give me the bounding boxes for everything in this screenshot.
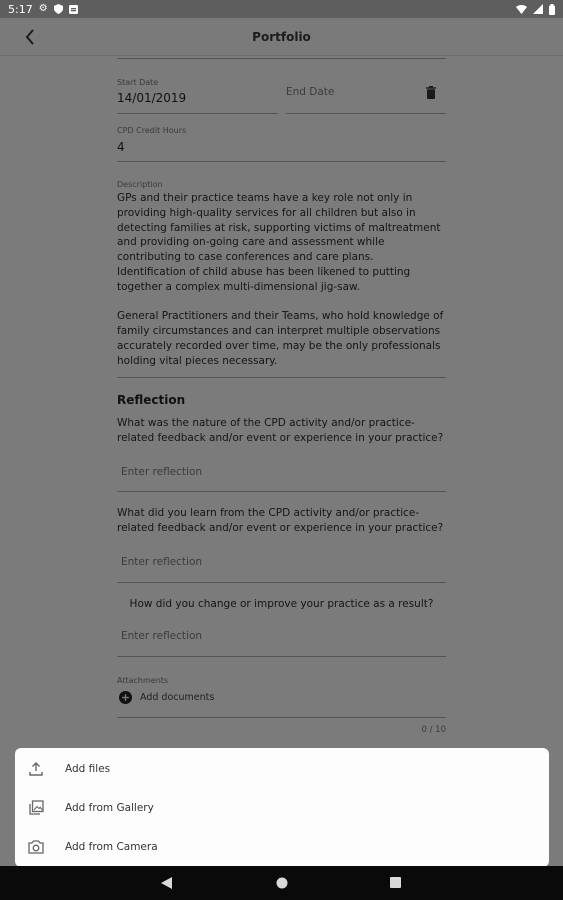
reflection-placeholder: Enter reflection	[121, 556, 203, 568]
question-line: related feedback and/or event or experience in your practice?	[117, 521, 444, 534]
description-line: General Practitioners and their Teams, who hold knowledge of	[117, 310, 444, 323]
attachments-label: Attachments	[117, 676, 169, 685]
description-line: contributing to case conferences and care plans.	[117, 251, 374, 264]
shield-status-icon	[54, 4, 63, 14]
add-from-camera-label: Add from Camera	[65, 840, 158, 853]
description-line: detecting families at risk, supporting victims of maltreatment	[117, 221, 441, 234]
cpd-hours-field[interactable]	[117, 126, 446, 162]
attachments-field	[117, 676, 446, 718]
reflection-input-1[interactable]	[117, 458, 446, 492]
reflection-question-3	[117, 597, 446, 612]
question-line: How did you change or improve your practice as a result?	[129, 598, 434, 610]
add-circle-icon	[119, 691, 132, 704]
attachments-counter: 0 / 10	[421, 725, 446, 735]
add-documents-label: Add documents	[140, 692, 215, 703]
description-line: GPs and their practice teams have a key role not only in	[117, 192, 413, 204]
reflection-input-3[interactable]	[117, 622, 446, 657]
nav-recents-icon[interactable]	[390, 877, 401, 888]
nav-back-icon[interactable]	[161, 877, 172, 889]
notification-status-icon	[69, 5, 78, 14]
add-from-gallery-label: Add from Gallery	[65, 801, 154, 814]
page-title: Portfolio	[252, 29, 311, 44]
battery-icon	[549, 4, 555, 15]
end-date-field[interactable]	[286, 78, 446, 114]
description-line: holding vital pieces necessary.	[117, 354, 278, 367]
cpd-hours-label: CPD Credit Hours	[117, 126, 187, 135]
add-files-option[interactable]	[15, 749, 549, 788]
question-line: What was the nature of the CPD activity and/or practice-	[117, 417, 415, 429]
back-button[interactable]	[18, 25, 42, 49]
add-files-label: Add files	[65, 762, 111, 775]
app-bar	[0, 18, 563, 56]
system-nav-bar	[0, 866, 563, 900]
start-date-field[interactable]	[117, 78, 278, 114]
add-from-camera-option[interactable]	[15, 827, 549, 866]
description-label: Description	[117, 180, 163, 189]
reflection-input-2[interactable]	[117, 549, 446, 583]
description-line: accurately recorded over time, may be the only professionals	[117, 339, 441, 352]
delete-icon[interactable]	[426, 86, 436, 99]
gallery-icon	[27, 799, 45, 817]
description-line: together a complex multi-dimensional jig-saw.	[117, 280, 361, 293]
reflection-placeholder: Enter reflection	[121, 630, 203, 642]
signal-icon	[533, 4, 543, 14]
status-time: 5:17	[8, 2, 33, 16]
reflection-placeholder: Enter reflection	[121, 466, 203, 478]
description-line: and providing on-going care and assessment while	[117, 236, 385, 249]
status-bar	[0, 0, 563, 18]
settings-status-icon: ⚙	[38, 3, 48, 14]
question-line: related feedback and/or event or experience in your practice?	[117, 431, 444, 444]
description-line: family circumstances and can interpret multiple observations	[117, 325, 441, 338]
start-date-label: Start Date	[117, 78, 159, 87]
question-line: What did you learn from the CPD activity and/or practice-	[117, 507, 420, 519]
portfolio-form	[0, 56, 563, 866]
nav-home-icon[interactable]	[276, 877, 288, 889]
description-blank-line	[117, 295, 446, 310]
add-attachment-sheet	[15, 748, 549, 867]
reflection-question-2	[117, 506, 457, 536]
previous-field-underline	[117, 56, 446, 59]
wifi-icon	[516, 5, 527, 14]
description-line: providing high-quality services for all children but also in	[117, 206, 416, 219]
add-from-gallery-option[interactable]	[15, 788, 549, 827]
arrow-back-icon	[25, 29, 35, 45]
cpd-hours-value: 4	[117, 140, 125, 154]
add-documents-button[interactable]	[119, 691, 214, 704]
description-field[interactable]	[117, 180, 446, 378]
start-date-value: 14/01/2019	[117, 91, 187, 105]
camera-icon	[27, 838, 45, 856]
reflection-question-1	[117, 416, 457, 446]
end-date-placeholder: End Date	[286, 86, 335, 98]
upload-icon	[27, 760, 45, 778]
description-text	[117, 191, 446, 369]
reflection-title: Reflection	[117, 393, 186, 407]
description-line: Identification of child abuse has been likened to putting	[117, 265, 411, 278]
